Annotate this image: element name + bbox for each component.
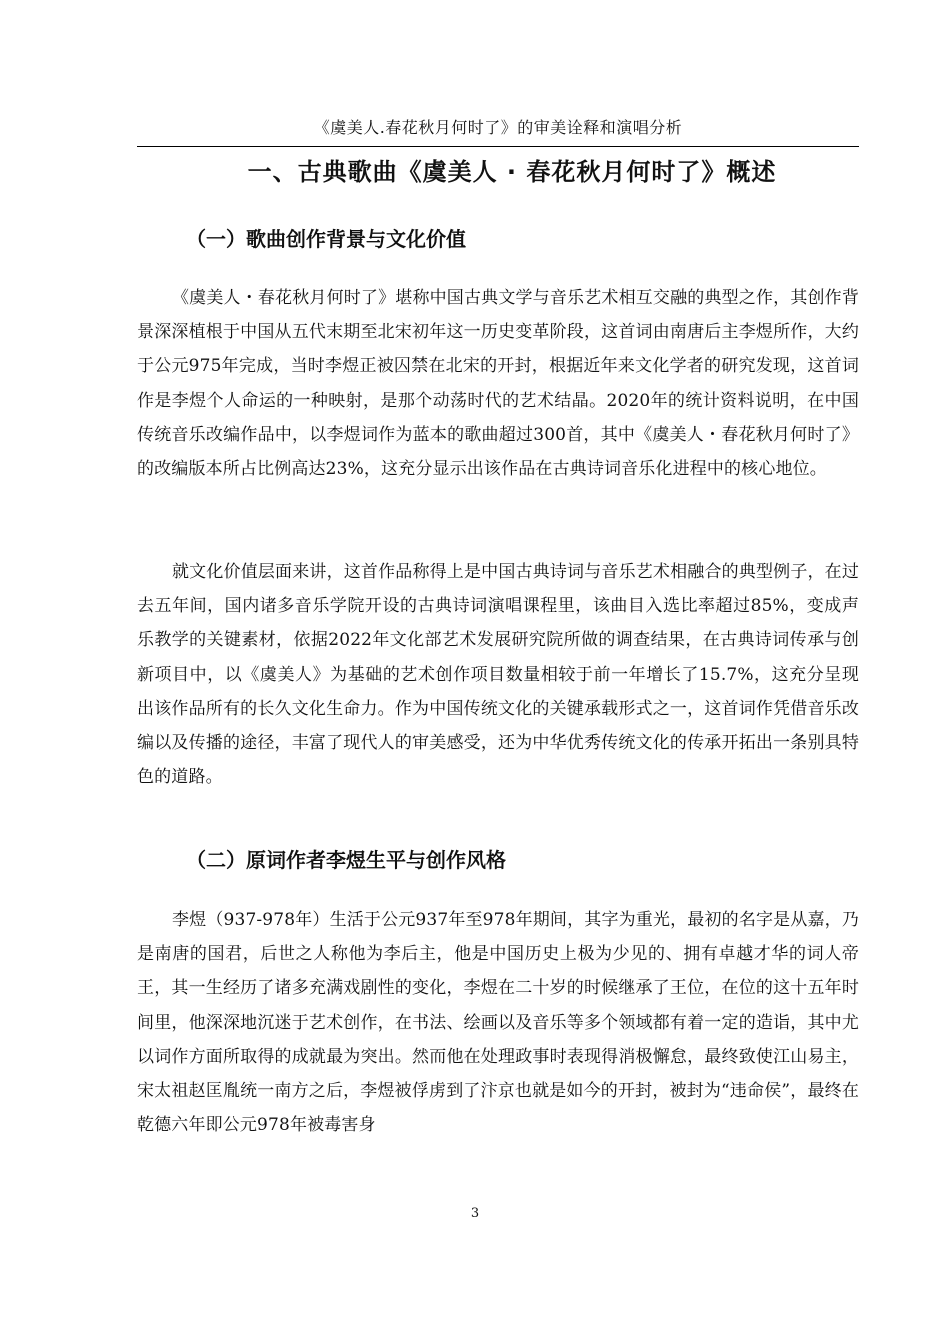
section-heading-author: （二）原词作者李煜生平与创作风格 (186, 848, 506, 872)
paragraph-cultural-value: 就文化价值层面来讲，这首作品称得上是中国古典诗词与音乐艺术相融合的典型例子，在过去五年间，国内诸多音乐学院开设的古典诗词演唱课程里，该曲目入选比率超过85%，变成声乐教学的关键素材，依据2022年文化部艺术发展研究院所做的调查结果，在古典诗词传承与创新项目中，以《虞美人》为基础的艺术创作项目数量相较于前一年增长了15.7%，这充分呈现出该作品所有的长久文化生命力。作为中国传统文化的关键承载形式之一，这首词作凭借音乐改编以及传播的途径，丰富了现代人的审美感受，还为中华优秀传统文化的传承开拓出一条别具特色的道路。 (137, 562, 859, 788)
paragraph-background: 《虞美人・春花秋月何时了》堪称中国古典文学与音乐艺术相互交融的典型之作，其创作背景深深植根于中国从五代末期至北宋初年这一历史变革阶段，这首词由南唐后主李煜所作，大约于公元975年完成，当时李煜正被囚禁在北宋的开封，根据近年来文化学者的研究发现，这首词作是李煜个人命运的一种映射，是那个动荡时代的艺术结晶。2020年的统计资料说明，在中国传统音乐改编作品中，以李煜词作为蓝本的歌曲超过300首，其中《虞美人・春花秋月何时了》的改编版本所占比例高达23%，这充分显示出该作品在古典诗词音乐化进程中的核心地位。 (137, 288, 859, 480)
running-header-title: 《虞美人.春花秋月何时了》的审美诠释和演唱分析 (313, 118, 683, 137)
page-number: 3 (470, 1206, 480, 1221)
section-heading-background: （一）歌曲创作背景与文化价值 (186, 227, 466, 251)
header-divider (137, 146, 859, 147)
chapter-title: 一、古典歌曲《虞美人 · 春花秋月何时了》概述 (247, 158, 777, 186)
paragraph-author-biography: 李煜（937-978年）生活于公元937年至978年期间，其字为重光，最初的名字是从嘉，乃是南唐的国君，后世之人称他为李后主，他是中国历史上极为少见的、拥有卓越才华的词人帝王，其一生经历了诸多充满戏剧性的变化，李煜在二十岁的时候继承了王位，在位的这十五年时间里，他深深地沉迷于艺术创作，在书法、绘画以及音乐等多个领域都有着一定的造诣，其中尤以词作方面所取得的成就最为突出。然而他在处理政事时表现得消极懈怠，最终致使江山易主，宋太祖赵匡胤统一南方之后，李煜被俘虏到了汴京也就是如今的开封，被封为“违命侯”，最终在乾德六年即公元978年被毒害身 (137, 910, 859, 1136)
